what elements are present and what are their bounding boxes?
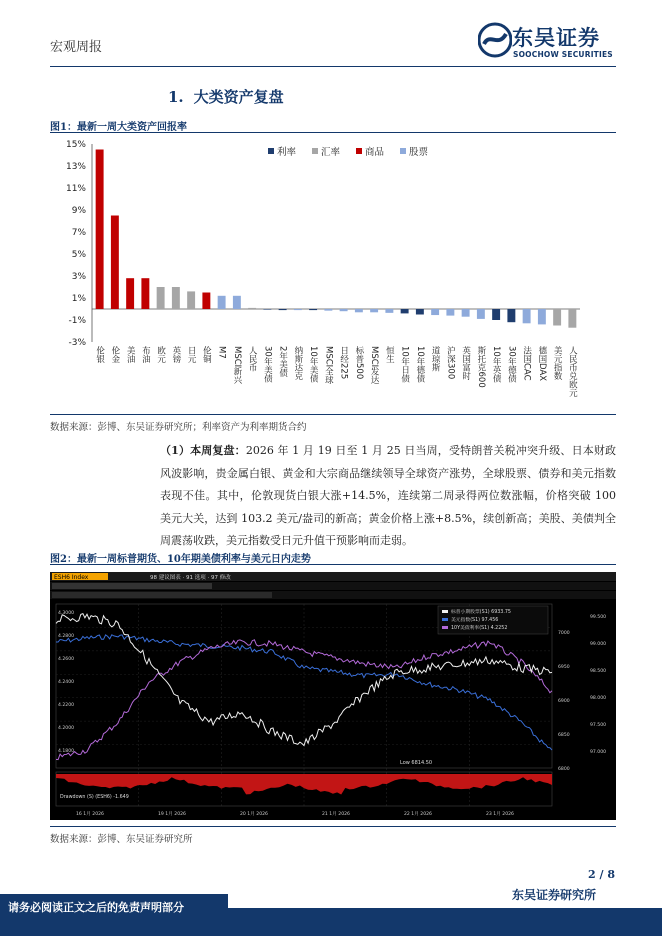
bar-人民币兑欧元 [568, 309, 576, 328]
figure2-caption: 图2：最新一周标普期货、10年期美债利率与美元日内走势 [50, 550, 616, 565]
legend-swatch-商品 [356, 148, 362, 154]
y-tick-label: 11% [65, 184, 86, 194]
left-tick-label: 4.2400 [58, 680, 75, 685]
bar-恒生 [385, 309, 393, 313]
date-tick-label: 19 1月 2026 [158, 812, 186, 817]
left-tick-label: 4.2600 [58, 657, 75, 662]
x-tick-label: 英镑 [170, 346, 181, 363]
brand-name-en: SOOCHOW SECURITIES [513, 50, 613, 59]
x-tick-label: 人民币兑欧元 [567, 346, 578, 397]
bar-布油 [141, 278, 149, 309]
report-type-label: 宏观周报 [50, 40, 103, 55]
bar-M7 [218, 296, 226, 309]
right-tick-label: 99.500 [590, 615, 607, 620]
legend-swatch-股票 [400, 148, 406, 154]
bar-法国CAC [523, 309, 531, 323]
right-tick-label: 97.000 [590, 750, 607, 755]
low-label: Low 6814.50 [400, 760, 433, 766]
bloomberg-terminal-chart [50, 572, 616, 820]
right-tick-label: 99.000 [590, 642, 607, 647]
legend-swatch-usd [442, 618, 448, 621]
x-tick-label: MSCI全球 [323, 346, 334, 385]
x-tick-label: 2年美债 [277, 346, 288, 377]
bar-日经225 [340, 309, 348, 311]
mid-tick-label: 6900 [558, 699, 570, 704]
bar-标普500 [355, 309, 363, 312]
x-tick-label: 伦金 [109, 346, 120, 363]
y-tick-label: 7% [71, 228, 86, 238]
x-tick-label: 10年日债 [399, 346, 410, 383]
x-tick-label: 法国CAC [521, 346, 532, 381]
terminal-toolbar-row-2[interactable] [52, 592, 272, 598]
right-tick-label: 97.500 [590, 723, 607, 728]
bar-斯托克600 [477, 309, 485, 319]
bar-德国DAX [538, 309, 546, 324]
y-tick-label: -1% [68, 316, 86, 326]
left-tick-label: 4.2800 [58, 634, 75, 639]
mid-tick-label: 7000 [558, 631, 570, 636]
legend-swatch-汇率 [312, 148, 318, 154]
brand-logo [478, 22, 618, 62]
date-tick-label: 20 1月 2026 [240, 812, 268, 817]
x-tick-label: 欧元 [155, 346, 166, 363]
bar-10年英债 [492, 309, 500, 320]
bar-美油 [126, 278, 134, 309]
x-tick-label: 日经225 [338, 346, 349, 380]
x-tick-label: 30年德债 [506, 346, 517, 383]
section-number: 1. [168, 88, 184, 106]
date-tick-label: 21 1月 2026 [322, 812, 350, 817]
bar-10年德债 [416, 309, 424, 315]
bar-沪深300 [446, 309, 454, 316]
page-number: 2 / 8 [588, 868, 615, 881]
bar-纳斯达克 [294, 309, 302, 310]
x-tick-label: 斯托克600 [475, 346, 486, 388]
legend-label: 利率 [277, 147, 297, 158]
bar-伦银 [96, 150, 104, 310]
x-tick-label: 10年德债 [414, 346, 425, 383]
figure1-caption: 图1：最新一周大类资产回报率 [50, 118, 616, 133]
x-tick-label: 伦铜 [201, 346, 212, 363]
x-tick-label: 道琼斯 [430, 346, 441, 372]
y-tick-label: 15% [65, 140, 86, 150]
bar-美元指数 [553, 309, 561, 326]
x-tick-label: 沪深300 [445, 346, 456, 380]
x-tick-label: 德国DAX [536, 346, 547, 382]
y-tick-label: 3% [71, 272, 86, 282]
y-tick-label: -3% [68, 338, 86, 348]
bar-30年德债 [507, 309, 515, 322]
bar-日元 [187, 291, 195, 309]
legend-sp: 标普小期股票(S1) 6933.75 [451, 610, 511, 615]
date-tick-label: 23 1月 2026 [486, 812, 514, 817]
legend-yield: 10Y美债利率(S1) 4.2252 [451, 626, 508, 631]
x-tick-label: 布油 [140, 346, 151, 363]
bar-伦铜 [202, 293, 210, 310]
bar-道琼斯 [431, 309, 439, 315]
left-tick-label: 4.1800 [58, 749, 75, 754]
bar-30年美债 [263, 309, 271, 310]
footer-institute: 东吴证券研究所 [512, 888, 597, 902]
legend-usd: 美元指数(S1) 97.456 [451, 618, 499, 623]
legend-label: 股票 [409, 147, 429, 158]
terminal-menu[interactable]: 98 建议图表 · 91 选项 · 97 修改 [150, 575, 231, 581]
bar-英国富时 [462, 309, 470, 317]
y-tick-label: 13% [65, 162, 86, 172]
x-tick-label: 伦银 [94, 346, 105, 363]
bar-10年美债 [309, 309, 317, 310]
x-tick-label: 30年美债 [262, 346, 273, 383]
legend-swatch-yield [442, 626, 448, 629]
y-tick-label: 5% [71, 250, 86, 260]
right-tick-label: 98.500 [590, 669, 607, 674]
x-tick-label: MSCI新兴 [231, 346, 242, 385]
legend-label: 汇率 [321, 147, 341, 158]
mid-tick-label: 6800 [558, 767, 570, 772]
x-tick-label: 英国富时 [460, 346, 471, 380]
figure1-source: 数据来源：彭博、东吴证券研究所；利率资产为利率期货合约 [50, 414, 616, 433]
legend-label: 商品 [365, 147, 385, 158]
x-tick-label: 纳斯达克 [292, 346, 303, 380]
x-tick-label: 美元指数 [552, 346, 563, 380]
x-tick-label: M7 [216, 346, 227, 359]
bar-人民币 [248, 308, 256, 309]
x-tick-label: MSCI发达 [369, 346, 380, 385]
bar-MSCI新兴 [233, 296, 241, 309]
legend-swatch-sp [442, 610, 448, 613]
paragraph-body: 2026 年 1 月 19 日至 1 月 25 日当周，受特朗普关税冲突升级、日本财政风波影响，贵金属白银、黄金和大宗商品继续领导全球资产涨势，全球股票、债券和美元指数表现不佳。其中，伦敦现货白银大涨+14.5%，连续第二周录得两位数涨幅，价格突破 100 美元大关，达到 103.2 美元/盎司的新高；黄金价格上涨+8.5%，续创新高；美股、美债判全周震荡收跌，美元指数受日元升值干预影响而走弱。 [160, 444, 617, 548]
figure2-source: 数据来源：彭博、东吴证券研究所 [50, 826, 616, 845]
y-tick-label: 1% [71, 294, 86, 304]
brand-name-cn: 东吴证券 [512, 25, 600, 50]
header-divider [50, 66, 616, 67]
logo-mark-icon [478, 22, 512, 58]
left-tick-label: 4.2200 [58, 703, 75, 708]
bar-伦金 [111, 216, 119, 310]
left-tick-label: 4.2000 [58, 726, 75, 731]
drawdown-label: Drawdown (S) (ESH6) -1.649 [60, 795, 129, 800]
date-tick-label: 22 1月 2026 [404, 812, 432, 817]
mid-tick-label: 6950 [558, 665, 570, 670]
x-tick-label: 恒生 [384, 346, 395, 363]
section-title-text: 大类资产复盘 [193, 88, 284, 106]
bar-MSCI全球 [324, 309, 332, 311]
terminal-ticker: ESH6 Index [54, 574, 89, 581]
mid-tick-label: 6850 [558, 733, 570, 738]
terminal-toolbar-row[interactable] [52, 583, 212, 589]
bar-10年日债 [401, 309, 409, 313]
paragraph-lead: （1）本周复盘： [160, 444, 246, 457]
x-tick-label: 标普500 [353, 346, 364, 380]
bar-2年美债 [279, 309, 287, 310]
legend-swatch-利率 [268, 148, 274, 154]
left-tick-label: 4.3000 [58, 611, 75, 616]
date-tick-label: 16 1月 2026 [76, 812, 104, 817]
x-tick-label: 美油 [125, 346, 136, 363]
y-tick-label: 9% [71, 206, 86, 216]
bar-MSCI发达 [370, 309, 378, 312]
footer-disclaimer: 请务必阅读正文之后的免责声明部分 [8, 901, 184, 914]
section-title [168, 86, 294, 107]
figure1-bar-chart [50, 136, 616, 412]
right-tick-label: 98.000 [590, 696, 607, 701]
x-tick-label: 人民币 [247, 346, 258, 372]
bar-欧元 [157, 287, 165, 309]
x-tick-label: 10年美债 [308, 346, 319, 383]
x-tick-label: 日元 [186, 346, 197, 363]
weekly-review-paragraph [160, 440, 616, 553]
x-tick-label: 10年英债 [491, 346, 502, 383]
chart1-plot [66, 140, 580, 398]
bar-英镑 [172, 287, 180, 309]
terminal-screenshot [50, 572, 616, 820]
